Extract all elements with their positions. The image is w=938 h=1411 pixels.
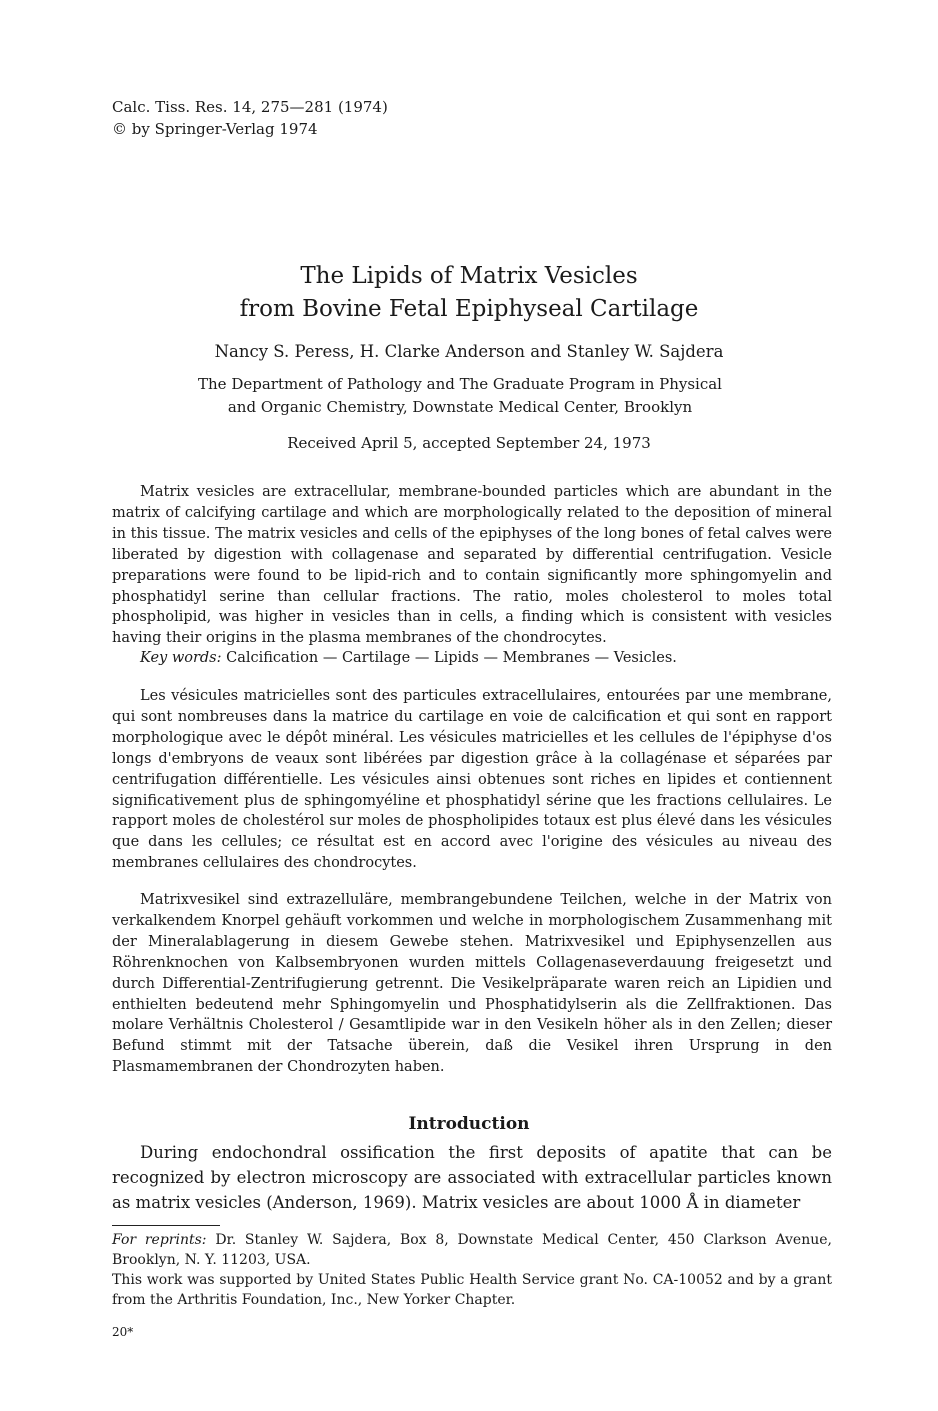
affiliation — [150, 373, 770, 419]
introduction-text: During endochondral ossification the first deposits of apatite that can be recognized by electron microscopy are associated with extracellular particles known as matrix vesicles (Anderson, 1969). Matrix vesicles are about 1000 Å in diameter — [112, 1143, 832, 1212]
journal-copyright: © by Springer-Verlag 1974 — [112, 120, 318, 138]
received-date: Received April 5, accepted September 24, 1973 — [287, 434, 651, 452]
title-line-1: The Lipids of Matrix Vesicles — [300, 263, 638, 289]
keywords — [112, 650, 832, 666]
reprints-label: For reprints: — [112, 1232, 207, 1248]
page-mark: 20* — [112, 1325, 134, 1339]
keywords-label: Key words: — [140, 650, 222, 666]
abstract-german: Matrixvesikel sind extrazelluläre, membrangebundene Teilchen, welche in der Matrix von verkalkendem Knorpel gehäuft vorkommen und welche in morphologischem Zusammenhang mit der Mineralablagerung in diesem Gewebe stehen. Matrixvesikel und Epiphysenzellen aus Röhrenknochen von Kalbsembryonen wurden mittels Collagenaseverdauung freigesetzt und durch Differential-Zentrifugierung getrennt. Die Vesikelpräparate waren reich an Lipidien und enthielten bedeutend mehr Sphingomyelin und Phosphatidylserin als die Zellfraktionen. Das molare Verhältnis Cholesterol / Gesamtlipide war in den Vesikeln höher als in den Zellen; dieser Befund stimmt mit der Tatsache überein, daß die Vesikel ihren Ursprung in den Plasmamembranen der Chondrozyten haben. — [112, 892, 832, 1076]
affiliation-line-1: The Department of Pathology and The Graduate Program in Physical — [198, 375, 722, 393]
footnote-reprints — [112, 1230, 832, 1270]
reprints-text: Dr. Stanley W. Sajdera, Box 8, Downstate Medical Center, 450 Clarkson Avenue, Brooklyn, N. Y. 11203, USA. — [112, 1232, 832, 1268]
paper-title — [0, 260, 938, 326]
footnote-support: This work was supported by United States Public Health Service grant No. CA-10052 and by a grant from the Arthritis Foundation, Inc., New Yorker Chapter. — [112, 1272, 832, 1308]
title-line-2: from Bovine Fetal Epiphyseal Cartilage — [239, 296, 699, 322]
affiliation-line-2: and Organic Chemistry, Downstate Medical Center, Brooklyn — [227, 398, 693, 416]
keywords-text: Calcification — Cartilage — Lipids — Membranes — Vesicles. — [226, 650, 677, 666]
abstract-french: Les vésicules matricielles sont des particules extracellulaires, entourées par une membrane, qui sont nombreuses dans la matrice du cartilage en voie de calcification et qui sont en rapport morphologique avec le dépôt minéral. Les vésicules matricielles et les cellules de l'épiphyse d'os longs d'embryons de veaux sont libérées par digestion grâce à la collagénase et séparées par centrifugation différentielle. Les vésicules ainsi obtenues sont riches en lipides et contiennent significativement plus de sphingomyéline et phosphatidyl sérine que les fractions cellulaires. Le rapport moles de cholestérol sur moles de phospholipides totaux est plus élevé dans les vésicules que dans les cellules; ce résultat est en accord avec l'origine des vésicules au niveau des membranes cellulaires des chondrocytes. — [112, 688, 832, 872]
journal-header — [112, 96, 388, 140]
abstract-english: Matrix vesicles are extracellular, membrane-bounded particles which are abundant in the matrix of calcifying cartilage and which are morphologically related to the deposition of mineral in this tissue. The matrix vesicles and cells of the epiphyses of the long bones of fetal calves were liberated by digestion with collagenase and separated by differential centrifugation. Vesicle preparations were found to be lipid-rich and to contain significantly more sphingomyelin and phosphatidyl serine than cellular fractions. The ratio, moles cholesterol to moles total phospholipid, was higher in vesicles than in cells, a finding which is consistent with vesicles having their origins in the plasma membranes of the chondrocytes. — [112, 484, 832, 647]
authors: Nancy S. Peress, H. Clarke Anderson and Stanley W. Sajdera — [214, 342, 724, 361]
footnote-rule — [112, 1225, 220, 1226]
section-heading-introduction: Introduction — [408, 1114, 530, 1134]
journal-citation: Calc. Tiss. Res. 14, 275—281 (1974) — [112, 98, 388, 116]
